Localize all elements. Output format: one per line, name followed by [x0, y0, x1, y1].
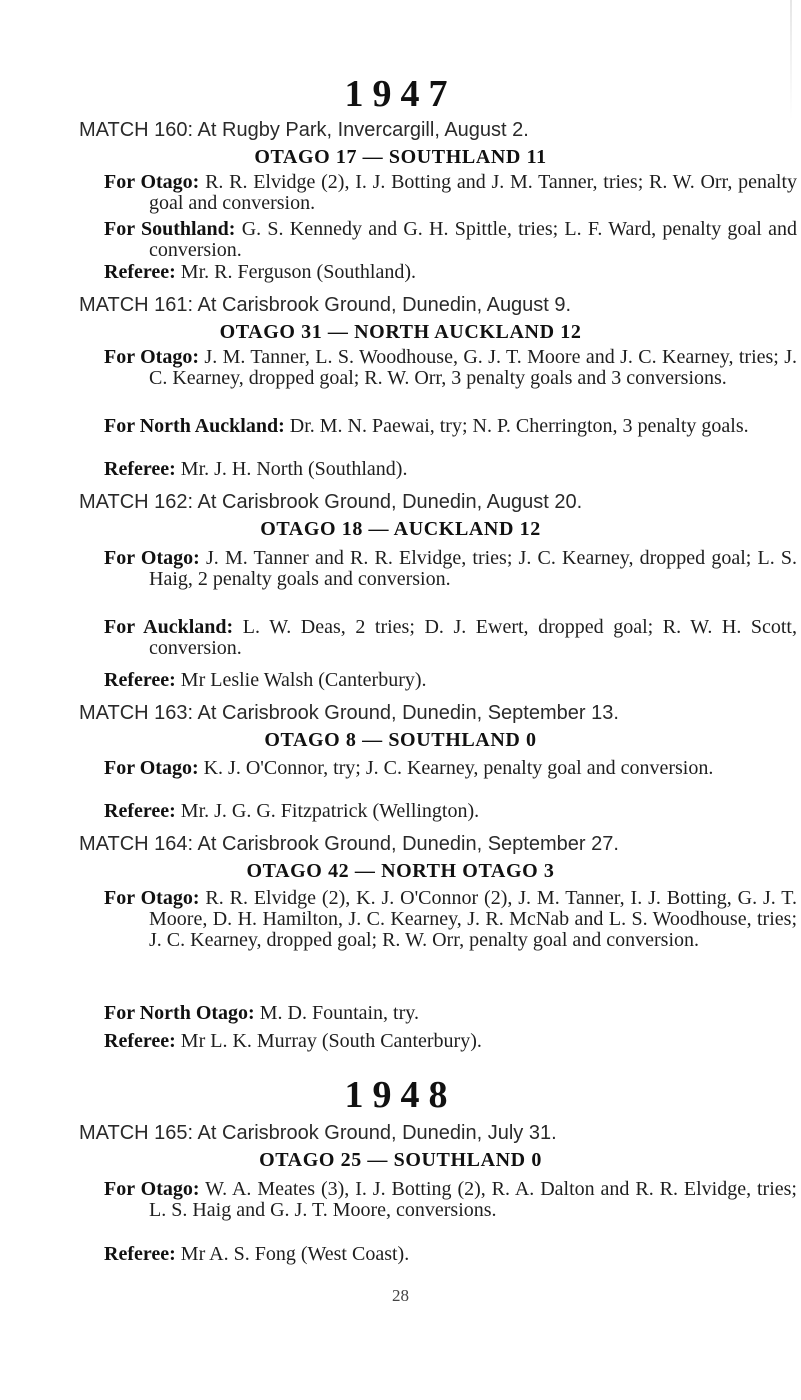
- scorers-entry: [104, 1179, 797, 1221]
- match-header: MATCH 165: At Carisbrook Ground, Dunedin, July 31.: [79, 1122, 557, 1144]
- scorers-text: J. M. Tanner, L. S. Woodhouse, G. J. T. Moore and J. C. Kearney, tries; J. C. Kearney, dropped goal; R. W. Orr, 3 penalty goals and 3 conversions.: [149, 346, 798, 389]
- scorers-entry: [104, 347, 797, 389]
- match-score: OTAGO 42 — NORTH OTAGO 3: [246, 860, 555, 882]
- referee-label: Referee:: [104, 669, 176, 691]
- scorers-entry: [104, 416, 797, 437]
- year-heading-1947: 1947: [344, 73, 457, 115]
- referee-text: Mr L. K. Murray (South Canterbury).: [180, 1030, 482, 1052]
- page-number: 28: [392, 1286, 409, 1305]
- referee-label: Referee:: [104, 1243, 176, 1265]
- scorers-entry: [104, 172, 797, 214]
- team-label: For Otago:: [104, 171, 200, 193]
- scorers-text: R. R. Elvidge (2), K. J. O'Connor (2), J. M. Tanner, I. J. Botting, G. J. T. Moore, D. H. Hamilton, J. C. Kearney, J. R. McNab and L. S. Woodhouse, tries; J. C. Kearney, dropped goal; R. W. Orr, penalty goal and conversion.: [149, 887, 798, 951]
- scorers-entry: [104, 548, 797, 590]
- referee-label: Referee:: [104, 1030, 176, 1052]
- team-label: For Southland:: [104, 218, 236, 240]
- referee-entry: [104, 1031, 797, 1052]
- scorers-text: Dr. M. N. Paewai, try; N. P. Cherrington, 3 penalty goals.: [289, 415, 749, 437]
- referee-text: Mr. J. H. North (Southland).: [180, 458, 408, 480]
- team-label: For Otago:: [104, 1178, 200, 1200]
- team-label: For Otago:: [104, 887, 200, 909]
- match-header: MATCH 161: At Carisbrook Ground, Dunedin, August 9.: [79, 294, 572, 316]
- referee-text: Mr Leslie Walsh (Canterbury).: [180, 669, 427, 691]
- referee-entry: [104, 459, 797, 480]
- match-score: OTAGO 31 — NORTH AUCKLAND 12: [219, 321, 582, 343]
- team-label: For Otago:: [104, 346, 200, 368]
- scorers-entry: [104, 888, 797, 951]
- match-header: MATCH 164: At Carisbrook Ground, Dunedin, September 27.: [79, 833, 619, 855]
- scorers-entry: [104, 758, 797, 779]
- scorers-text: K. J. O'Connor, try; J. C. Kearney, penalty goal and conversion.: [203, 757, 714, 779]
- match-score: OTAGO 25 — SOUTHLAND 0: [259, 1149, 542, 1171]
- referee-entry: [104, 670, 797, 691]
- referee-entry: [104, 262, 797, 283]
- team-label: For Otago:: [104, 547, 200, 569]
- team-label: For North Auckland:: [104, 415, 285, 437]
- referee-text: Mr. R. Ferguson (Southland).: [180, 261, 416, 283]
- match-score: OTAGO 17 — SOUTHLAND 11: [254, 146, 547, 168]
- scorers-text: M. D. Fountain, try.: [259, 1002, 419, 1024]
- scorers-text: J. M. Tanner and R. R. Elvidge, tries; J. C. Kearney, dropped goal; L. S. Haig, 2 penalty goals and conversion.: [149, 547, 798, 590]
- team-label: For North Otago:: [104, 1002, 255, 1024]
- match-header: MATCH 162: At Carisbrook Ground, Dunedin, August 20.: [79, 491, 583, 513]
- referee-label: Referee:: [104, 458, 176, 480]
- scorers-text: W. A. Meates (3), I. J. Botting (2), R. A. Dalton and R. R. Elvidge, tries; L. S. Haig and G. J. T. Moore, conversions.: [149, 1178, 797, 1221]
- referee-entry: [104, 801, 797, 822]
- referee-text: Mr A. S. Fong (West Coast).: [180, 1243, 410, 1265]
- match-header: MATCH 160: At Rugby Park, Invercargill, August 2.: [79, 119, 529, 141]
- scorers-entry: [104, 219, 797, 261]
- referee-label: Referee:: [104, 800, 176, 822]
- scorers-text: R. R. Elvidge (2), I. J. Botting and J. M. Tanner, tries; R. W. Orr, penalty goal and conversion.: [149, 171, 798, 214]
- scorers-entry: [104, 1003, 797, 1024]
- team-label: For Otago:: [104, 757, 199, 779]
- scorers-text: L. W. Deas, 2 tries; D. J. Ewert, dropped goal; R. W. H. Scott, conversion.: [149, 616, 797, 659]
- referee-label: Referee:: [104, 261, 176, 283]
- match-score: OTAGO 18 — AUCKLAND 12: [260, 518, 541, 540]
- match-score: OTAGO 8 — SOUTHLAND 0: [264, 729, 537, 751]
- scorers-entry: [104, 617, 797, 659]
- year-heading-1948: 1948: [344, 1074, 457, 1116]
- referee-text: Mr. J. G. G. Fitzpatrick (Wellington).: [180, 800, 480, 822]
- match-header: MATCH 163: At Carisbrook Ground, Dunedin, September 13.: [79, 702, 619, 724]
- team-label: For Auckland:: [104, 616, 234, 638]
- referee-entry: [104, 1244, 797, 1265]
- scorers-text: G. S. Kennedy and G. H. Spittle, tries; L. F. Ward, penalty goal and conversion.: [149, 218, 797, 261]
